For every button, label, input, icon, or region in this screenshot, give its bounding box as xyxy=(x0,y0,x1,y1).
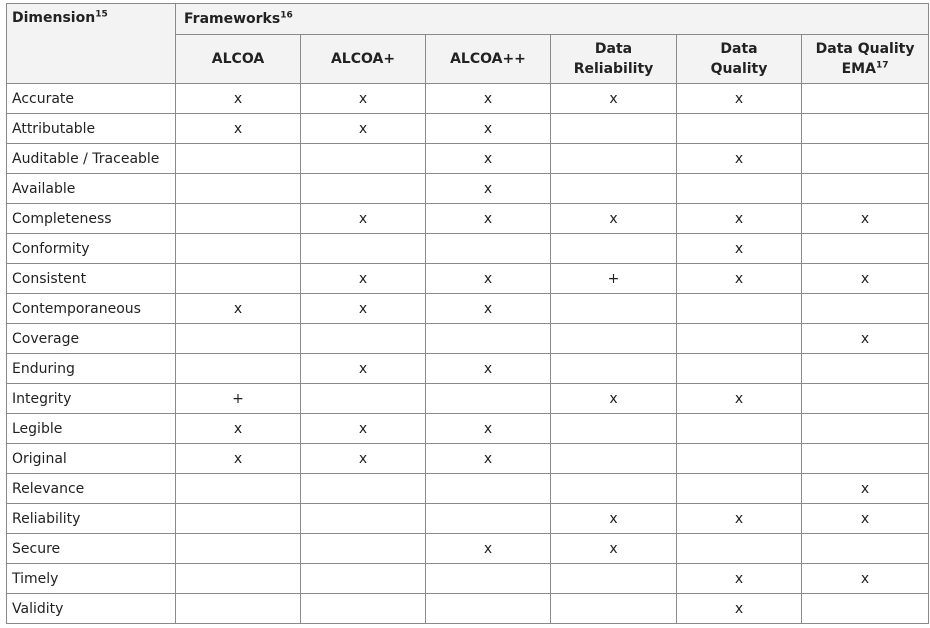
mark-cell: x xyxy=(426,264,551,294)
table-row xyxy=(7,204,929,234)
mark-cell: x xyxy=(176,84,301,114)
mark-cell: x xyxy=(426,114,551,144)
mark-cell xyxy=(301,474,426,504)
mark-cell: x xyxy=(426,294,551,324)
framework-name: ALCOA+ xyxy=(330,51,396,67)
dimension-cell: Reliability xyxy=(7,504,176,534)
dimension-cell: Contemporaneous xyxy=(7,294,176,324)
dimension-cell: Accurate xyxy=(7,84,176,114)
mark-cell: x xyxy=(677,144,802,174)
mark-cell xyxy=(802,444,929,474)
mark-cell: x xyxy=(802,264,929,294)
table-row xyxy=(7,354,929,384)
mark-cell xyxy=(301,174,426,204)
dimension-footnote-ref: 15 xyxy=(95,9,108,20)
mark-cell xyxy=(551,474,677,504)
table-row xyxy=(7,174,929,204)
mark-cell xyxy=(301,144,426,174)
mark-cell xyxy=(426,474,551,504)
mark-cell xyxy=(301,564,426,594)
mark-cell xyxy=(176,594,301,624)
mark-cell: x xyxy=(802,504,929,534)
mark-cell xyxy=(677,414,802,444)
mark-cell: x xyxy=(426,354,551,384)
mark-cell: x xyxy=(551,534,677,564)
mark-cell xyxy=(551,234,677,264)
mark-cell xyxy=(802,414,929,444)
mark-cell xyxy=(677,294,802,324)
table-row xyxy=(7,474,929,504)
mark-cell xyxy=(426,564,551,594)
table-row xyxy=(7,84,929,114)
mark-cell: x xyxy=(802,474,929,504)
framework-column-header xyxy=(301,35,426,84)
mark-cell xyxy=(301,504,426,534)
mark-cell: x xyxy=(176,114,301,144)
dimension-header-label: Dimension xyxy=(12,10,96,26)
framework-column-header xyxy=(677,35,802,84)
mark-cell xyxy=(426,324,551,354)
mark-cell xyxy=(176,264,301,294)
dimension-cell: Timely xyxy=(7,564,176,594)
mark-cell: x xyxy=(301,444,426,474)
frameworks-header xyxy=(176,4,929,35)
mark-cell xyxy=(802,114,929,144)
framework-name-line2: EMA xyxy=(841,61,876,77)
mark-cell xyxy=(301,534,426,564)
mark-cell: x xyxy=(677,264,802,294)
mark-cell xyxy=(176,204,301,234)
mark-cell: x xyxy=(426,444,551,474)
framework-column-header xyxy=(176,35,301,84)
table-row xyxy=(7,414,929,444)
framework-name: Data Quality xyxy=(815,41,915,57)
mark-cell xyxy=(301,234,426,264)
mark-cell xyxy=(551,564,677,594)
mark-cell xyxy=(802,534,929,564)
mark-cell: x xyxy=(677,594,802,624)
mark-cell: x xyxy=(426,204,551,234)
mark-cell xyxy=(176,504,301,534)
mark-cell xyxy=(176,564,301,594)
mark-cell: x xyxy=(677,84,802,114)
mark-cell: x xyxy=(301,264,426,294)
mark-cell xyxy=(426,594,551,624)
mark-cell xyxy=(677,114,802,144)
framework-name: Data xyxy=(720,41,758,57)
dimension-cell: Consistent xyxy=(7,264,176,294)
framework-name-line2: Reliability xyxy=(573,61,654,77)
dimension-cell: Completeness xyxy=(7,204,176,234)
mark-cell xyxy=(677,324,802,354)
mark-cell: x xyxy=(677,234,802,264)
table-row xyxy=(7,114,929,144)
mark-cell xyxy=(426,384,551,414)
mark-cell xyxy=(802,84,929,114)
mark-cell: x xyxy=(426,534,551,564)
mark-cell xyxy=(802,234,929,264)
mark-cell xyxy=(551,324,677,354)
framework-footnote-ref: 17 xyxy=(875,60,889,71)
mark-cell: + xyxy=(176,384,301,414)
mark-cell: x xyxy=(677,204,802,234)
mark-cell: x xyxy=(802,324,929,354)
mark-cell: x xyxy=(551,204,677,234)
frameworks-header-label: Frameworks xyxy=(184,11,281,27)
table-row xyxy=(7,294,929,324)
mark-cell xyxy=(176,474,301,504)
mark-cell: x xyxy=(301,414,426,444)
mark-cell xyxy=(176,234,301,264)
mark-cell xyxy=(176,324,301,354)
dimension-cell: Legible xyxy=(7,414,176,444)
dimension-header xyxy=(7,4,176,84)
dimension-cell: Conformity xyxy=(7,234,176,264)
mark-cell xyxy=(677,474,802,504)
mark-cell xyxy=(551,294,677,324)
mark-cell: x xyxy=(426,174,551,204)
mark-cell xyxy=(802,144,929,174)
mark-cell: x xyxy=(551,504,677,534)
dimension-cell: Original xyxy=(7,444,176,474)
mark-cell: x xyxy=(677,564,802,594)
mark-cell xyxy=(301,324,426,354)
mark-cell xyxy=(677,354,802,384)
mark-cell: x xyxy=(551,384,677,414)
mark-cell xyxy=(176,354,301,384)
mark-cell xyxy=(176,534,301,564)
dimension-cell: Integrity xyxy=(7,384,176,414)
table-row xyxy=(7,384,929,414)
framework-name-line2: Quality xyxy=(710,61,768,77)
mark-cell xyxy=(176,144,301,174)
table-row xyxy=(7,594,929,624)
mark-cell: x xyxy=(301,204,426,234)
table-row xyxy=(7,144,929,174)
mark-cell xyxy=(677,444,802,474)
mark-cell xyxy=(551,354,677,384)
mark-cell xyxy=(551,144,677,174)
framework-column-header xyxy=(426,35,551,84)
mark-cell xyxy=(176,174,301,204)
framework-name: ALCOA++ xyxy=(450,51,526,67)
mark-cell xyxy=(551,594,677,624)
dimension-cell: Coverage xyxy=(7,324,176,354)
dimension-cell: Available xyxy=(7,174,176,204)
mark-cell xyxy=(802,354,929,384)
mark-cell: x xyxy=(426,144,551,174)
table-row xyxy=(7,264,929,294)
mark-cell xyxy=(802,384,929,414)
dimension-cell: Secure xyxy=(7,534,176,564)
mark-cell xyxy=(301,594,426,624)
table-row xyxy=(7,504,929,534)
mark-cell: + xyxy=(551,264,677,294)
mark-cell: x xyxy=(176,414,301,444)
dimension-cell: Auditable / Traceable xyxy=(7,144,176,174)
dimension-cell: Validity xyxy=(7,594,176,624)
mark-cell xyxy=(551,114,677,144)
mark-cell xyxy=(677,174,802,204)
framework-dimension-table xyxy=(6,3,929,624)
framework-name: ALCOA xyxy=(211,51,265,67)
mark-cell xyxy=(551,444,677,474)
mark-cell: x xyxy=(426,84,551,114)
mark-cell: x xyxy=(176,294,301,324)
mark-cell: x xyxy=(301,114,426,144)
framework-column-header xyxy=(802,35,929,84)
frameworks-footnote-ref: 16 xyxy=(280,10,293,21)
mark-cell xyxy=(551,414,677,444)
mark-cell xyxy=(426,234,551,264)
mark-cell: x xyxy=(301,354,426,384)
table-row xyxy=(7,234,929,264)
mark-cell: x xyxy=(802,204,929,234)
mark-cell xyxy=(802,294,929,324)
mark-cell: x xyxy=(426,414,551,444)
mark-cell: x xyxy=(677,384,802,414)
mark-cell: x xyxy=(301,84,426,114)
mark-cell xyxy=(301,384,426,414)
framework-name: Data xyxy=(594,41,633,57)
dimension-cell: Attributable xyxy=(7,114,176,144)
mark-cell xyxy=(802,174,929,204)
mark-cell: x xyxy=(176,444,301,474)
table-row xyxy=(7,564,929,594)
mark-cell xyxy=(426,504,551,534)
table-row xyxy=(7,534,929,564)
mark-cell: x xyxy=(802,564,929,594)
framework-column-header xyxy=(551,35,677,84)
mark-cell xyxy=(802,594,929,624)
table-row xyxy=(7,324,929,354)
mark-cell: x xyxy=(301,294,426,324)
mark-cell: x xyxy=(551,84,677,114)
dimension-cell: Relevance xyxy=(7,474,176,504)
mark-cell xyxy=(551,174,677,204)
mark-cell xyxy=(677,534,802,564)
table-row xyxy=(7,444,929,474)
mark-cell: x xyxy=(677,504,802,534)
dimension-cell: Enduring xyxy=(7,354,176,384)
